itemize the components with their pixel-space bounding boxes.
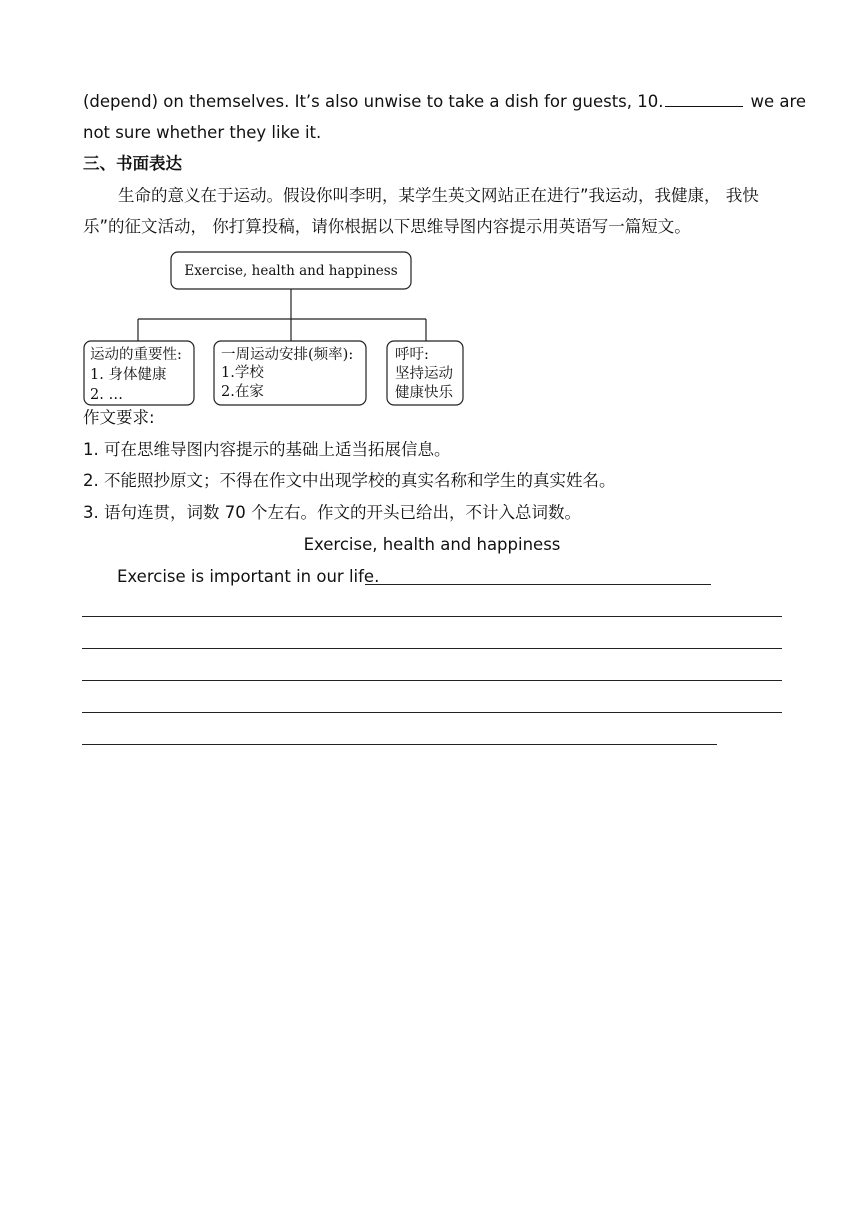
mind-map (0, 0, 864, 420)
mind-map-middle-item: 1.学校 (221, 365, 264, 381)
essay-title: Exercise, health and happiness (303, 535, 561, 554)
writing-line[interactable] (82, 712, 782, 713)
passage-text: (depend) on themselves. It’s also unwise to take a dish for guests, 10. (83, 92, 664, 111)
mind-map-left-title: 运动的重要性: (90, 347, 182, 363)
mind-map-right-item: 坚持运动 (395, 366, 453, 382)
mind-map-middle-title: 一周运动安排(频率): (221, 347, 354, 363)
prompt-line-1: 生命的意义在于运动。假设你叫李明，某学生英文网站正在进行”我运动，我健康， 我快 (118, 186, 759, 205)
requirement-item: 2. 不能照抄原文；不得在作文中出现学校的真实名称和学生的真实姓名。 (83, 471, 616, 490)
requirement-item: 1. 可在思维导图内容提示的基础上适当拓展信息。 (83, 440, 451, 459)
mind-map-right-item: 健康快乐 (395, 385, 453, 401)
writing-line[interactable] (82, 648, 782, 649)
requirements-label: 作文要求: (83, 408, 155, 427)
writing-line[interactable] (82, 616, 782, 617)
section-heading: 三、书面表达 (83, 154, 182, 173)
mind-map-left-item: 1. 身体健康 (90, 367, 167, 383)
passage-text: we are (750, 92, 807, 111)
passage-line-2: not sure whether they like it. (83, 123, 322, 142)
prompt-line-2: 乐”的征文活动， 你打算投稿，请你根据以下思维导图内容提示用英语写一篇短文。 (83, 217, 691, 236)
mind-map-root-label: Exercise, health and happiness (184, 263, 398, 279)
writing-line[interactable] (365, 584, 711, 585)
mind-map-right-title: 呼吁: (395, 347, 429, 363)
mind-map-left-item: 2. … (90, 387, 123, 403)
essay-opening: Exercise is important in our life. (117, 567, 380, 586)
requirement-item: 3. 语句连贯，词数 70 个左右。作文的开头已给出，不计入总词数。 (83, 503, 581, 522)
mind-map-middle-item: 2.在家 (221, 384, 264, 400)
writing-line[interactable] (82, 744, 717, 745)
writing-line[interactable] (82, 680, 782, 681)
